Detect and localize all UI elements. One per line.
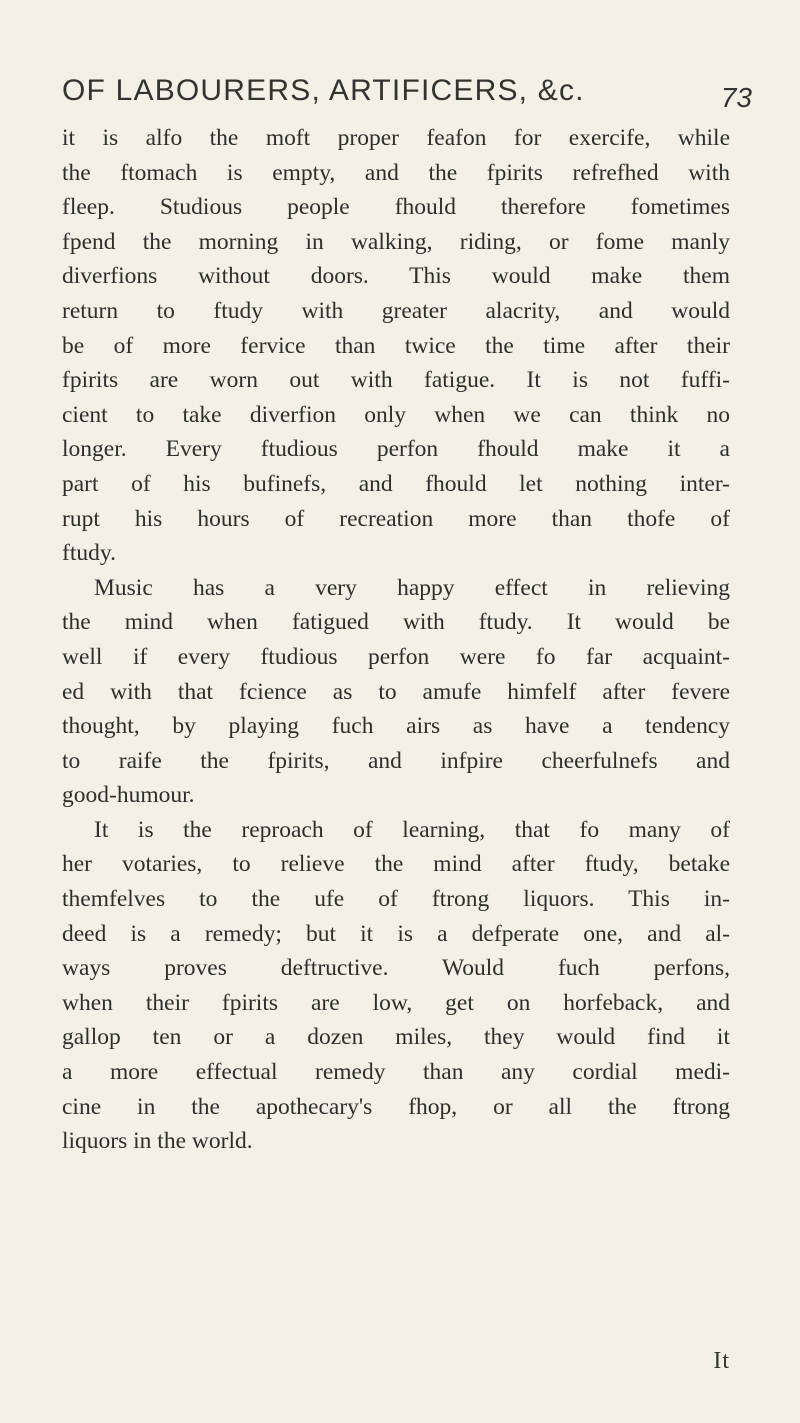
text-line: be of more fervice than twice the time after their [62,332,730,359]
text-line: the mind when fatigued with ftudy. It would be [62,609,730,636]
body-text [62,121,730,1159]
text-line: a more effectual remedy than any cordial medi- [62,1059,730,1086]
text-line: fleep. Studious people fhould therefore fometimes [62,194,730,221]
text-line: deed is a remedy; but it is a defperate one, and al- [62,920,730,947]
text-line: good-humour. [62,782,195,809]
page-number: 73 [720,82,752,113]
text-line: rupt his hours of recreation more than thofe of [62,505,730,532]
text-line: part of his bufinefs, and fhould let nothing inter- [62,470,730,497]
text-line: the ftomach is empty, and the fpirits refrefhed with [62,159,730,186]
text-line: ed with that fcience as to amufe himfelf after fevere [62,678,730,705]
text-line: it is alfo the moft proper feafon for exercife, while [62,125,730,151]
text-line: thought, by playing fuch airs as have a tendency [62,713,730,740]
text-line: when their fpirits are low, get on horfeback, and [62,989,730,1016]
text-line: cine in the apothecary's fhop, or all the ftrong [62,1093,730,1120]
text-line: fpirits are worn out with fatigue. It is not fuffi- [62,367,730,394]
text-line: It is the reproach of learning, that fo many of [94,816,730,843]
text-line: her votaries, to relieve the mind after ftudy, betake [62,851,730,878]
running-head [62,74,752,114]
text-line: ftudy. [62,540,116,567]
text-line: ways proves deftructive. Would fuch perfons, [62,955,730,982]
text-line: fpend the morning in walking, riding, or fome manly [62,228,730,255]
text-line: well if every ftudious perfon were fo far acquaint- [62,643,730,670]
text-line: longer. Every ftudious perfon fhould make it a [62,436,730,463]
catchword: It [713,1348,730,1374]
text-line: cient to take diverfion only when we can think no [62,401,730,428]
text-line: gallop ten or a dozen miles, they would find it [62,1024,730,1051]
text-line: to raife the fpirits, and infpire cheerfulnefs and [62,747,730,774]
text-line: liquors in the world. [62,1128,253,1155]
text-line: Music has a very happy effect in relieving [94,574,730,601]
running-title: OF LABOURERS, ARTIFICERS, &c. [62,74,585,107]
text-line: themfelves to the ufe of ftrong liquors. This in- [62,886,730,913]
text-line: diverfions without doors. This would make them [62,263,730,290]
text-line: return to ftudy with greater alacrity, and would [62,297,730,324]
